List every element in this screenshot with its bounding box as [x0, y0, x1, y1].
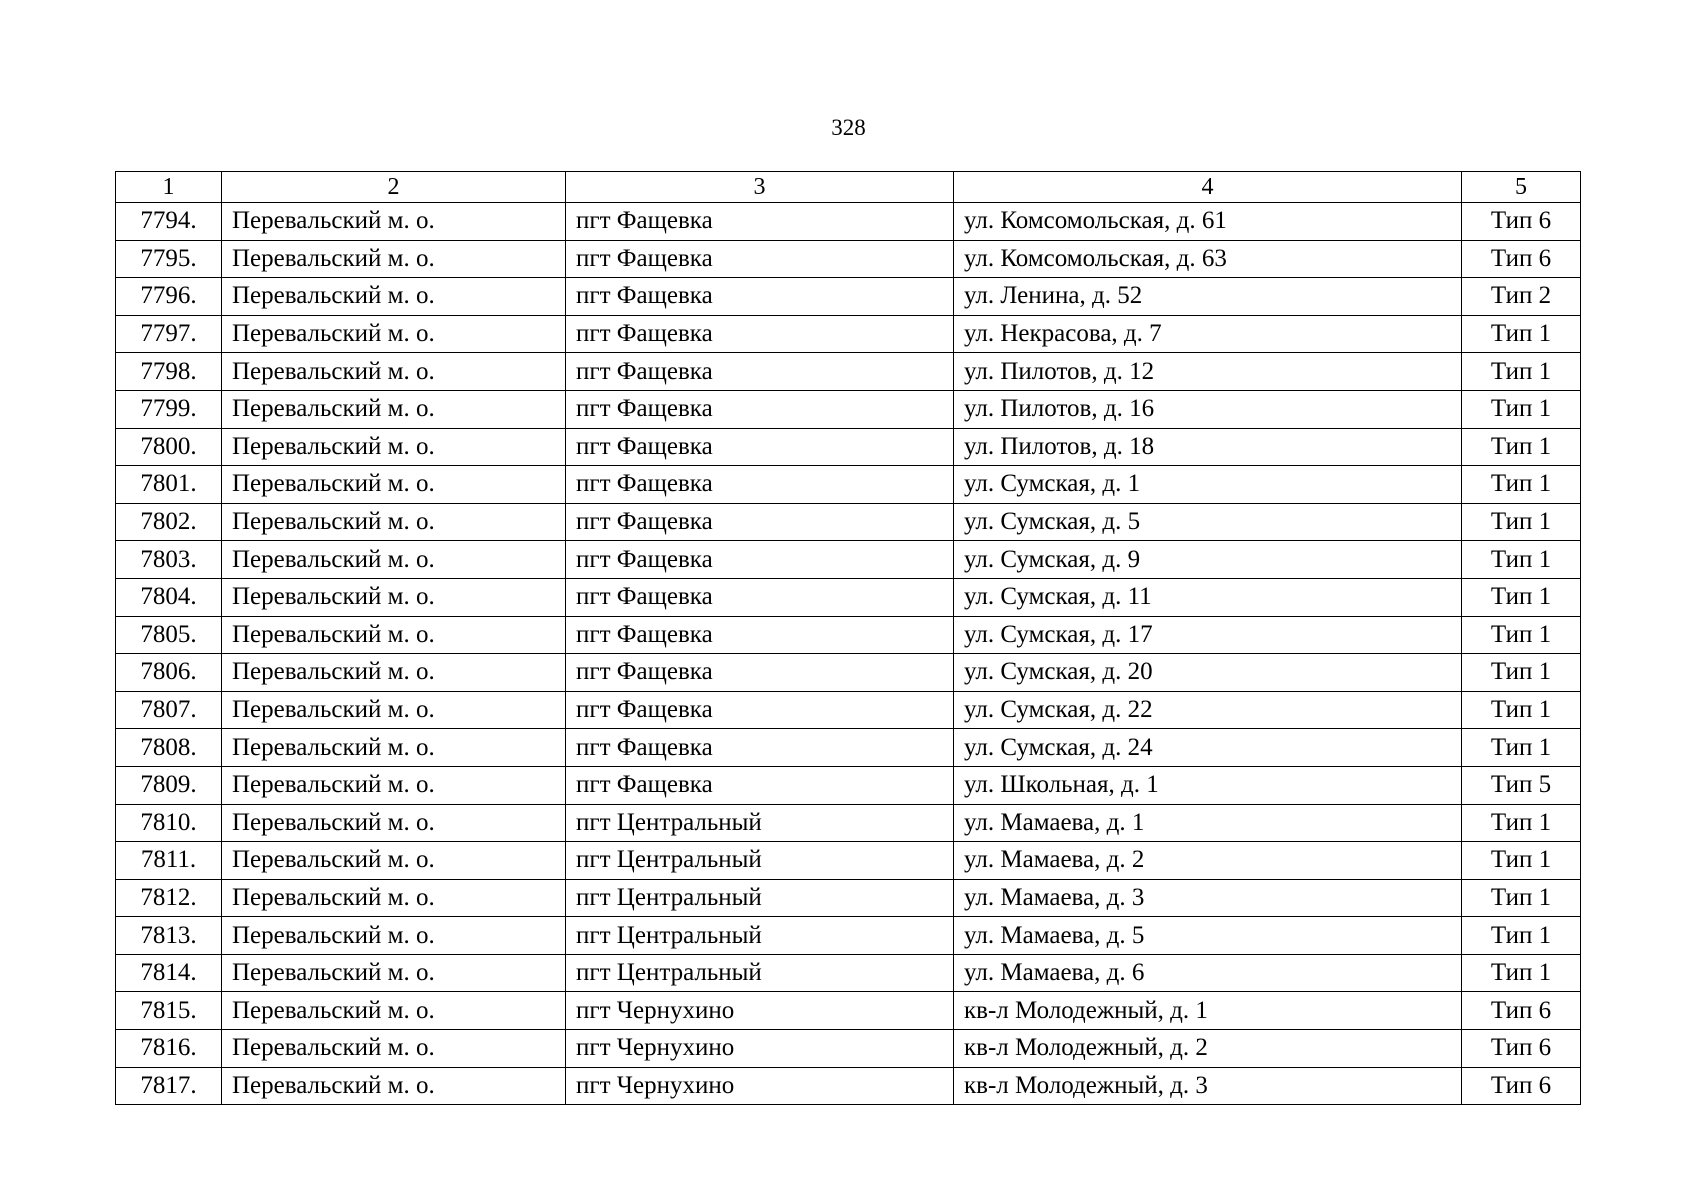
column-header-1: 1	[116, 172, 222, 203]
table-row	[116, 466, 1581, 504]
table-row	[116, 390, 1581, 428]
table-row	[116, 541, 1581, 579]
district-cell: Перевальский м. о.	[222, 1030, 566, 1068]
table-row	[116, 691, 1581, 729]
table-header	[116, 172, 1581, 203]
address-cell: кв-л Молодежный, д. 1	[954, 992, 1462, 1030]
column-header-2: 2	[222, 172, 566, 203]
type-cell: Тип 1	[1462, 654, 1581, 692]
table-row	[116, 240, 1581, 278]
row-number-cell: 7794.	[116, 203, 222, 241]
address-cell: ул. Мамаева, д. 1	[954, 804, 1462, 842]
row-number-cell: 7817.	[116, 1067, 222, 1105]
settlement-cell: пгт Фащевка	[566, 766, 954, 804]
table-row	[116, 917, 1581, 955]
district-cell: Перевальский м. о.	[222, 578, 566, 616]
type-cell: Тип 6	[1462, 240, 1581, 278]
type-cell: Тип 1	[1462, 879, 1581, 917]
type-cell: Тип 1	[1462, 353, 1581, 391]
settlement-cell: пгт Чернухино	[566, 992, 954, 1030]
row-number-cell: 7802.	[116, 503, 222, 541]
row-number-cell: 7806.	[116, 654, 222, 692]
type-cell: Тип 1	[1462, 917, 1581, 955]
settlement-cell: пгт Фащевка	[566, 203, 954, 241]
address-cell: ул. Некрасова, д. 7	[954, 315, 1462, 353]
table-row	[116, 278, 1581, 316]
table-row	[116, 804, 1581, 842]
row-number-cell: 7812.	[116, 879, 222, 917]
district-cell: Перевальский м. о.	[222, 278, 566, 316]
type-cell: Тип 1	[1462, 428, 1581, 466]
address-cell: ул. Мамаева, д. 3	[954, 879, 1462, 917]
settlement-cell: пгт Фащевка	[566, 729, 954, 767]
row-number-cell: 7814.	[116, 954, 222, 992]
settlement-cell: пгт Фащевка	[566, 466, 954, 504]
district-cell: Перевальский м. о.	[222, 466, 566, 504]
district-cell: Перевальский м. о.	[222, 616, 566, 654]
table-row	[116, 954, 1581, 992]
district-cell: Перевальский м. о.	[222, 315, 566, 353]
district-cell: Перевальский м. о.	[222, 992, 566, 1030]
type-cell: Тип 6	[1462, 992, 1581, 1030]
table-row	[116, 428, 1581, 466]
table-body	[116, 203, 1581, 1105]
type-cell: Тип 1	[1462, 616, 1581, 654]
type-cell: Тип 6	[1462, 1067, 1581, 1105]
row-number-cell: 7815.	[116, 992, 222, 1030]
table-row	[116, 1030, 1581, 1068]
address-cell: кв-л Молодежный, д. 2	[954, 1030, 1462, 1068]
address-cell: кв-л Молодежный, д. 3	[954, 1067, 1462, 1105]
address-cell: ул. Пилотов, д. 12	[954, 353, 1462, 391]
address-cell: ул. Сумская, д. 5	[954, 503, 1462, 541]
settlement-cell: пгт Фащевка	[566, 654, 954, 692]
type-cell: Тип 5	[1462, 766, 1581, 804]
settlement-cell: пгт Центральный	[566, 879, 954, 917]
district-cell: Перевальский м. о.	[222, 541, 566, 579]
row-number-cell: 7813.	[116, 917, 222, 955]
district-cell: Перевальский м. о.	[222, 1067, 566, 1105]
district-cell: Перевальский м. о.	[222, 240, 566, 278]
column-header-4: 4	[954, 172, 1462, 203]
settlement-cell: пгт Фащевка	[566, 353, 954, 391]
settlement-cell: пгт Фащевка	[566, 503, 954, 541]
settlement-cell: пгт Центральный	[566, 842, 954, 880]
type-cell: Тип 1	[1462, 315, 1581, 353]
row-number-cell: 7803.	[116, 541, 222, 579]
header-row	[116, 172, 1581, 203]
table-row	[116, 578, 1581, 616]
table-row	[116, 315, 1581, 353]
district-cell: Перевальский м. о.	[222, 428, 566, 466]
type-cell: Тип 2	[1462, 278, 1581, 316]
row-number-cell: 7809.	[116, 766, 222, 804]
address-cell: ул. Мамаева, д. 5	[954, 917, 1462, 955]
address-cell: ул. Пилотов, д. 16	[954, 390, 1462, 428]
registry-table	[115, 171, 1581, 1105]
table-row	[116, 353, 1581, 391]
type-cell: Тип 1	[1462, 390, 1581, 428]
district-cell: Перевальский м. о.	[222, 879, 566, 917]
row-number-cell: 7798.	[116, 353, 222, 391]
district-cell: Перевальский м. о.	[222, 842, 566, 880]
district-cell: Перевальский м. о.	[222, 390, 566, 428]
row-number-cell: 7804.	[116, 578, 222, 616]
address-cell: ул. Комсомольская, д. 63	[954, 240, 1462, 278]
table-row	[116, 503, 1581, 541]
settlement-cell: пгт Чернухино	[566, 1067, 954, 1105]
address-cell: ул. Сумская, д. 1	[954, 466, 1462, 504]
type-cell: Тип 1	[1462, 954, 1581, 992]
settlement-cell: пгт Фащевка	[566, 278, 954, 316]
district-cell: Перевальский м. о.	[222, 729, 566, 767]
settlement-cell: пгт Фащевка	[566, 691, 954, 729]
address-cell: ул. Сумская, д. 9	[954, 541, 1462, 579]
row-number-cell: 7811.	[116, 842, 222, 880]
address-cell: ул. Сумская, д. 17	[954, 616, 1462, 654]
type-cell: Тип 1	[1462, 503, 1581, 541]
address-cell: ул. Мамаева, д. 6	[954, 954, 1462, 992]
settlement-cell: пгт Фащевка	[566, 578, 954, 616]
address-cell: ул. Сумская, д. 11	[954, 578, 1462, 616]
row-number-cell: 7796.	[116, 278, 222, 316]
row-number-cell: 7797.	[116, 315, 222, 353]
district-cell: Перевальский м. о.	[222, 691, 566, 729]
row-number-cell: 7808.	[116, 729, 222, 767]
address-cell: ул. Сумская, д. 20	[954, 654, 1462, 692]
district-cell: Перевальский м. о.	[222, 804, 566, 842]
table-row	[116, 729, 1581, 767]
type-cell: Тип 1	[1462, 541, 1581, 579]
address-cell: ул. Школьная, д. 1	[954, 766, 1462, 804]
column-header-3: 3	[566, 172, 954, 203]
type-cell: Тип 1	[1462, 804, 1581, 842]
type-cell: Тип 1	[1462, 691, 1581, 729]
settlement-cell: пгт Фащевка	[566, 616, 954, 654]
row-number-cell: 7805.	[116, 616, 222, 654]
settlement-cell: пгт Фащевка	[566, 428, 954, 466]
table-row	[116, 654, 1581, 692]
row-number-cell: 7800.	[116, 428, 222, 466]
type-cell: Тип 1	[1462, 578, 1581, 616]
district-cell: Перевальский м. о.	[222, 353, 566, 391]
type-cell: Тип 1	[1462, 466, 1581, 504]
address-cell: ул. Мамаева, д. 2	[954, 842, 1462, 880]
type-cell: Тип 1	[1462, 842, 1581, 880]
settlement-cell: пгт Центральный	[566, 917, 954, 955]
row-number-cell: 7795.	[116, 240, 222, 278]
address-cell: ул. Пилотов, д. 18	[954, 428, 1462, 466]
row-number-cell: 7807.	[116, 691, 222, 729]
district-cell: Перевальский м. о.	[222, 503, 566, 541]
settlement-cell: пгт Фащевка	[566, 240, 954, 278]
settlement-cell: пгт Фащевка	[566, 541, 954, 579]
table-row	[116, 842, 1581, 880]
table-row	[116, 203, 1581, 241]
address-cell: ул. Сумская, д. 22	[954, 691, 1462, 729]
table-row	[116, 766, 1581, 804]
row-number-cell: 7810.	[116, 804, 222, 842]
column-header-5: 5	[1462, 172, 1581, 203]
page-number: 328	[831, 115, 866, 140]
type-cell: Тип 6	[1462, 203, 1581, 241]
settlement-cell: пгт Центральный	[566, 804, 954, 842]
table-row	[116, 1067, 1581, 1105]
row-number-cell: 7816.	[116, 1030, 222, 1068]
table-row	[116, 616, 1581, 654]
type-cell: Тип 6	[1462, 1030, 1581, 1068]
row-number-cell: 7801.	[116, 466, 222, 504]
district-cell: Перевальский м. о.	[222, 766, 566, 804]
district-cell: Перевальский м. о.	[222, 203, 566, 241]
address-cell: ул. Комсомольская, д. 61	[954, 203, 1462, 241]
settlement-cell: пгт Фащевка	[566, 315, 954, 353]
district-cell: Перевальский м. о.	[222, 654, 566, 692]
table-row	[116, 992, 1581, 1030]
settlement-cell: пгт Центральный	[566, 954, 954, 992]
settlement-cell: пгт Фащевка	[566, 390, 954, 428]
row-number-cell: 7799.	[116, 390, 222, 428]
address-cell: ул. Сумская, д. 24	[954, 729, 1462, 767]
settlement-cell: пгт Чернухино	[566, 1030, 954, 1068]
table-row	[116, 879, 1581, 917]
type-cell: Тип 1	[1462, 729, 1581, 767]
address-cell: ул. Ленина, д. 52	[954, 278, 1462, 316]
district-cell: Перевальский м. о.	[222, 954, 566, 992]
district-cell: Перевальский м. о.	[222, 917, 566, 955]
